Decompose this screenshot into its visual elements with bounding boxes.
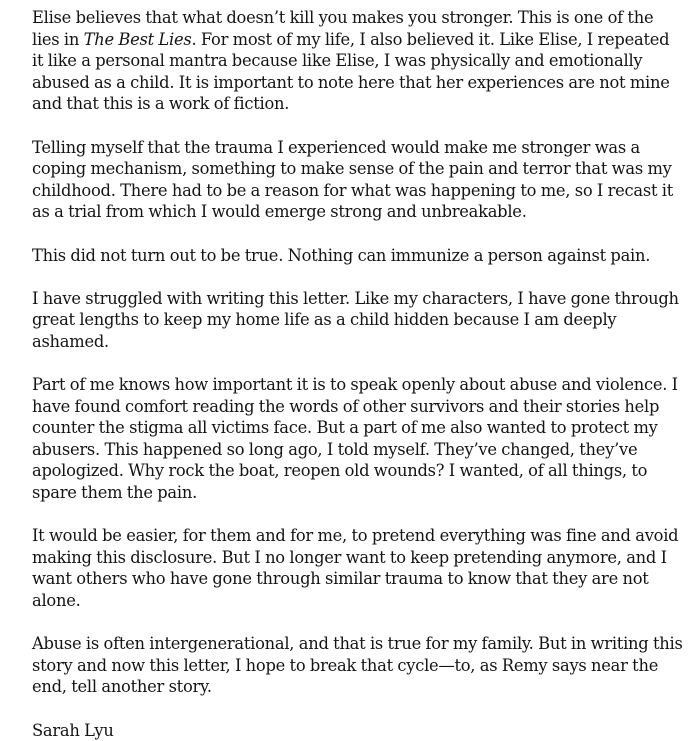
paragraph-6: It would be easier, for them and for me, to pretend everything was fine and avoid making this disclosure. But I no longer want to keep pretending anymore, and I want others who have gone through similar trauma to know that they are not alone. — [32, 526, 679, 611]
paragraph-7: Abuse is often intergenerational, and that is true for my family. But in writing this story and now this letter, I hope to break that cycle—to, as Remy says near the end, tell another story. — [32, 634, 683, 697]
letter-body — [32, 7, 684, 741]
paragraph-1 — [32, 7, 684, 115]
signature: Sarah Lyu — [32, 720, 114, 740]
paragraph-4: I have struggled with writing this letter. Like my characters, I have gone through great lengths to keep my home life as a child hidden because I am deeply ashamed. — [32, 288, 679, 351]
paragraph-1-text-start: Elise believes that what doesn’t kill you makes you stronger. This is one of the lies in — [32, 8, 654, 49]
book-title: The Best Lies — [83, 29, 192, 49]
paragraph-3: This did not turn out to be true. Nothing can immunize a person against pain. — [32, 245, 651, 265]
paragraph-2: Telling myself that the trauma I experienced would make me stronger was a coping mechanism, something to make sense of the pain and terror that was my childhood. There had to be a reason for what was happening to me, so I recast it as a trial from which I would emerge strong and unbreakable. — [32, 137, 674, 222]
paragraph-1-text-end: . For most of my life, I also believed it. Like Elise, I repeated it like a personal mantra because like Elise, I was physically and emotionally abused as a child. It is important to note here that her experiences are not mine and that this is a work of fiction. — [32, 29, 670, 114]
paragraph-5: Part of me knows how important it is to speak openly about abuse and violence. I have found comfort reading the words of other survivors and their stories help counter the stigma all victims face. But a part of me also wanted to protect my abusers. This happened so long ago, I told myself. They’ve changed, they’ve apologized. Why rock the boat, reopen old wounds? I wanted, of all things, to spare them the pain. — [32, 375, 678, 503]
